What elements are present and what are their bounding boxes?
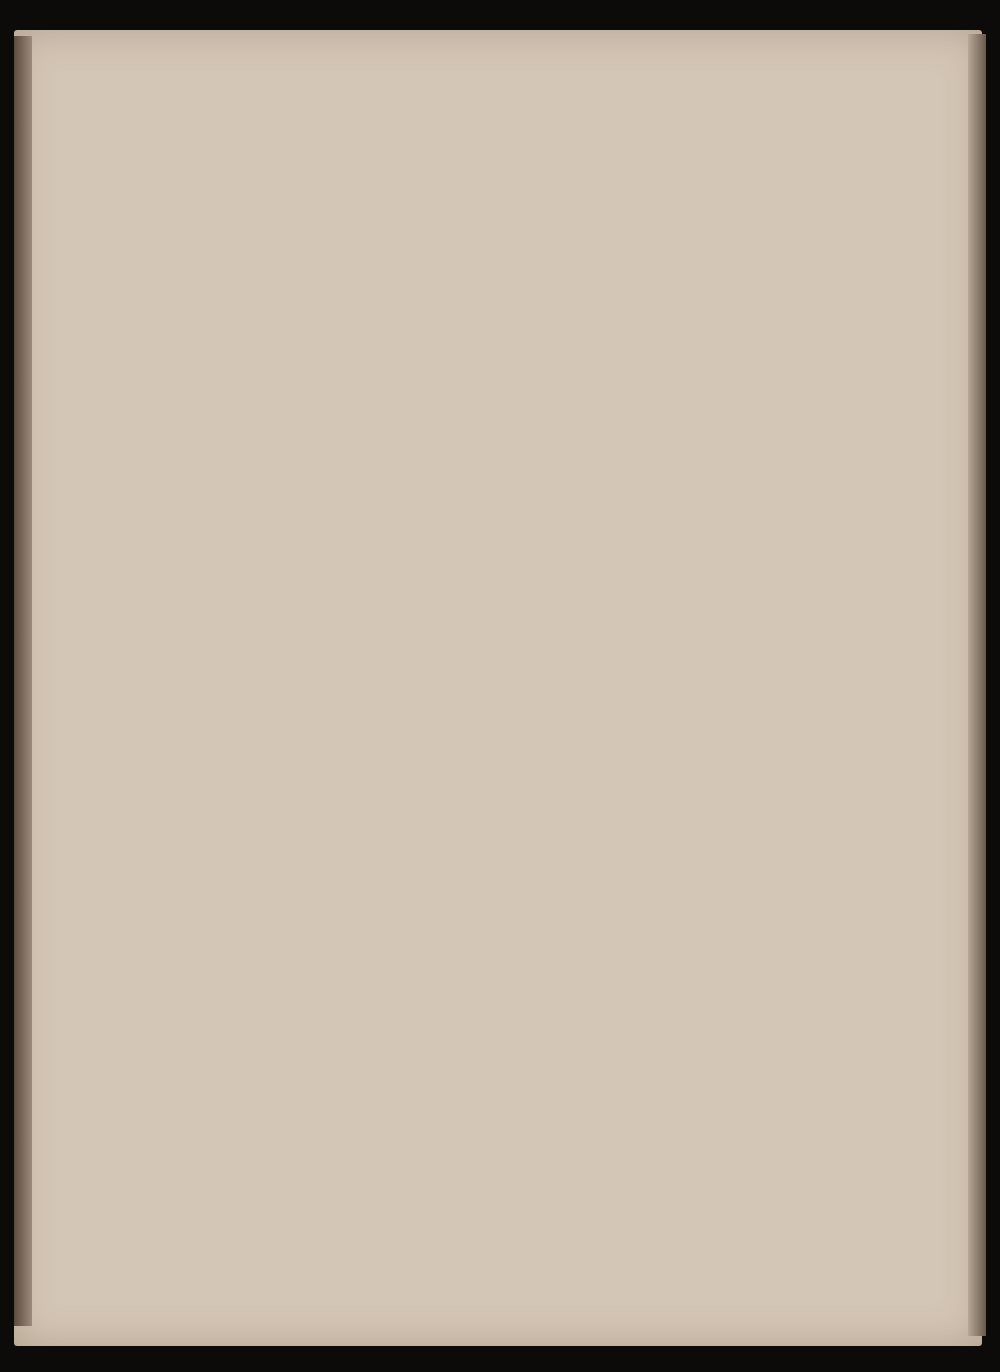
page-header xyxy=(186,50,886,94)
page-right-edge xyxy=(968,34,986,1336)
book-page xyxy=(14,30,982,1346)
page-text xyxy=(186,50,886,94)
page-left-edge xyxy=(14,36,32,1326)
